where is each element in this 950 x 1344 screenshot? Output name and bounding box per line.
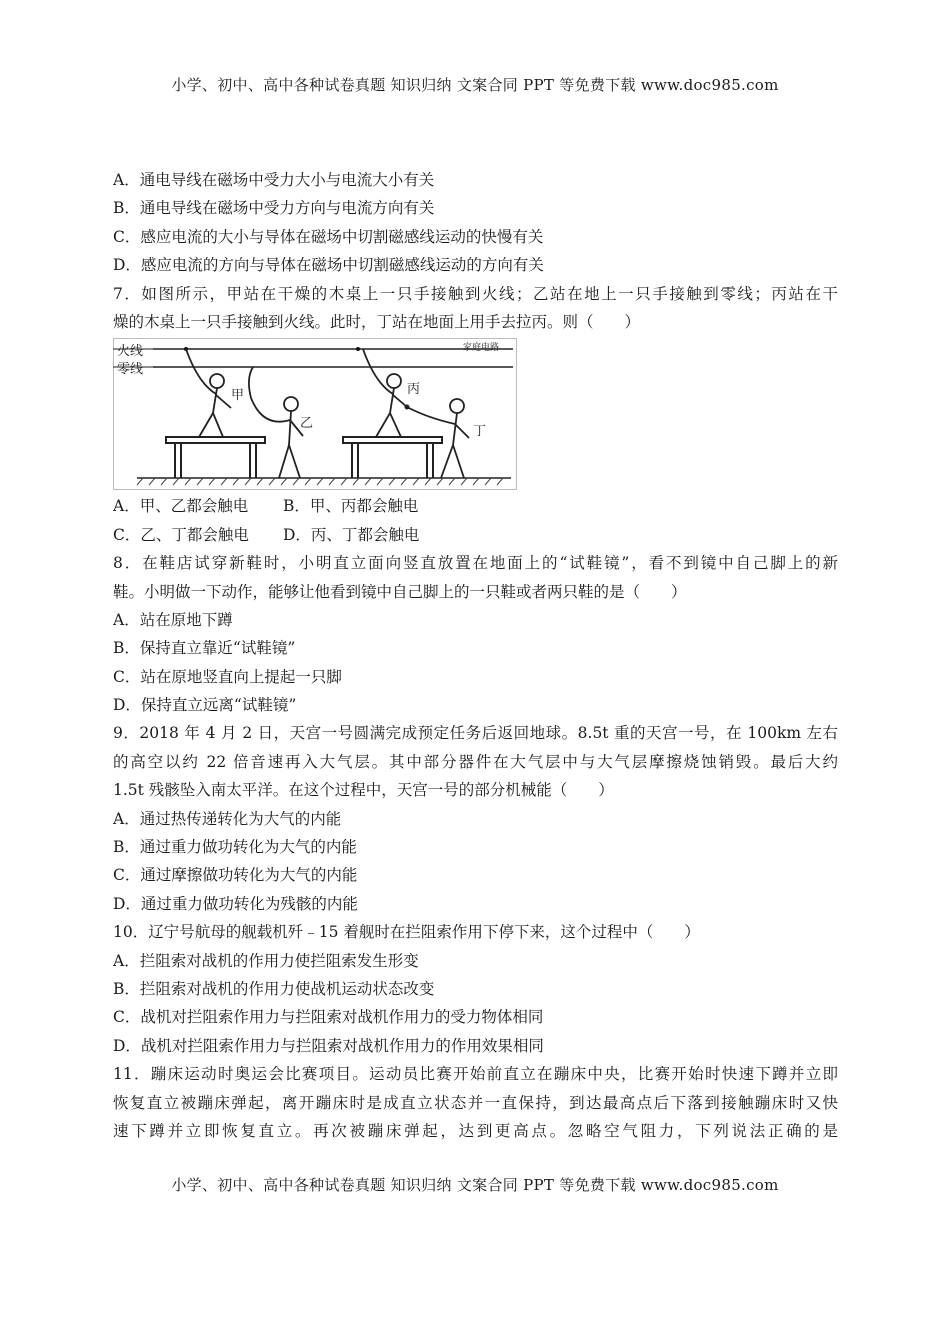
- q10-option-b: B．拦阻索对战机的作用力使战机运动状态改变: [113, 979, 435, 998]
- q9-option-d: D．通过重力做功转化为残骸的内能: [113, 894, 358, 913]
- person-jia-label: 甲: [231, 388, 245, 404]
- q8-option-b: B．保持直立靠近“试鞋镜”: [113, 639, 296, 658]
- page-header: 小学、初中、高中各种试卷真题 知识归纳 文案合同 PPT 等免费下载 www.doc985.com: [171, 76, 779, 94]
- q7-option-b: B．甲、丙都会触电: [283, 497, 419, 516]
- person-yi: [249, 367, 303, 478]
- person-bing: [363, 349, 409, 437]
- q9-text-line-3: 1.5t 残骸坠入南太平洋。在这个过程中，天宫一号的部分机械能（ ）: [113, 781, 614, 800]
- circuit-diagram: [113, 338, 518, 490]
- q6-option-b: B．通电导线在磁场中受力方向与电流方向有关: [113, 199, 435, 218]
- q7-circuit-figure: [113, 338, 518, 490]
- q10-text-line-1: 10．辽宁号航母的舰载机歼﹣15 着舰时在拦阻索作用下停下来，这个过程中（ ）: [113, 923, 700, 942]
- neutral-wire-label: 零线: [117, 362, 144, 378]
- person-bing-label: 丙: [407, 382, 421, 398]
- q8-option-d: D．保持直立远离“试鞋镜”: [113, 696, 297, 715]
- person-jia: [186, 349, 231, 437]
- page-footer: 小学、初中、高中各种试卷真题 知识归纳 文案合同 PPT 等免费下载 www.doc985.com: [171, 1176, 779, 1194]
- q9-text-line-1: 9．2018 年 4 月 2 日，天宫一号圆满完成预定任务后返回地球。8.5t 重的天宫一号，在 100km 左右: [113, 724, 838, 743]
- q7-option-a: A．甲、乙都会触电: [113, 497, 249, 516]
- q11-text-line-1: 11．蹦床运动时奥运会比赛项目。运动员比赛开始前直立在蹦床中央，比赛开始时快速下蹲并立即: [113, 1065, 838, 1084]
- person-ding-label: 丁: [473, 424, 487, 440]
- q9-option-c: C．通过摩擦做功转化为大气的内能: [113, 866, 358, 885]
- q7-options-row-1: [113, 492, 838, 520]
- right-table: [343, 437, 442, 478]
- q11-text-line-3: 速下蹲并立即恢复直立。再次被蹦床弹起，达到更高点。忽略空气阻力，下列说法正确的是: [113, 1121, 838, 1140]
- q8-text-line-1: 8．在鞋店试穿新鞋时，小明直立面向竖直放置在地面上的“试鞋镜”，看不到镜中自己脚上的新: [113, 554, 838, 573]
- q9-option-a: A．通过热传递转化为大气的内能: [113, 809, 342, 828]
- q7-options-row-2: [113, 521, 838, 549]
- q6-option-a: A．通电导线在磁场中受力大小与电流大小有关: [113, 171, 435, 189]
- q7-option-c: C．乙、丁都会触电: [113, 525, 249, 544]
- q7-text-line-1: 7．如图所示，甲站在干燥的木桌上一只手接触到火线；乙站在地上一只手接触到零线；丙站在干: [113, 284, 838, 303]
- junction-dot: [356, 347, 360, 351]
- q7-option-d: D．丙、丁都会触电: [283, 525, 420, 544]
- circuit-label: 家庭电路: [463, 343, 500, 354]
- exam-content: [113, 166, 838, 1145]
- q8-option-a: A．站在原地下蹲: [113, 610, 233, 629]
- live-wire-label: 火线: [117, 344, 144, 360]
- person-yi-label: 乙: [300, 416, 314, 432]
- q10-option-d: D．战机对拦阻索作用力与拦阻索对战机作用力的作用效果相同: [113, 1036, 544, 1055]
- q8-option-c: C．站在原地竖直向上提起一只脚: [113, 667, 342, 686]
- q7-text-line-2: 燥的木桌上一只手接触到火线。此时，丁站在地面上用手去拉丙。则（ ）: [113, 312, 641, 331]
- q9-text-line-2: 的高空以约 22 倍音速再入大气层。其中部分器件在大气层中与大气层摩擦烧蚀销毁。最后大约: [113, 752, 838, 771]
- q6-option-d: D．感应电流的方向与导体在磁场中切割磁感线运动的方向有关: [113, 256, 544, 275]
- q6-option-c: C．感应电流的大小与导体在磁场中切割磁感线运动的快慢有关: [113, 227, 544, 246]
- q10-option-c: C．战机对拦阻索作用力与拦阻索对战机作用力的受力物体相同: [113, 1008, 544, 1027]
- left-table: [166, 437, 265, 478]
- ground-hatch: [137, 478, 503, 485]
- q11-text-line-2: 恢复直立被蹦床弹起，离开蹦床时是成直立状态并一直保持，到达最高点后下落到接触蹦床时又快: [113, 1093, 838, 1112]
- q9-option-b: B．通过重力做功转化为大气的内能: [113, 838, 357, 857]
- q10-option-a: A．拦阻索对战机的作用力使拦阻索发生形变: [113, 951, 419, 970]
- q8-text-line-2: 鞋。小明做一下动作，能够让他看到镜中自己脚上的一只鞋或者两只鞋的是（ ）: [113, 582, 687, 601]
